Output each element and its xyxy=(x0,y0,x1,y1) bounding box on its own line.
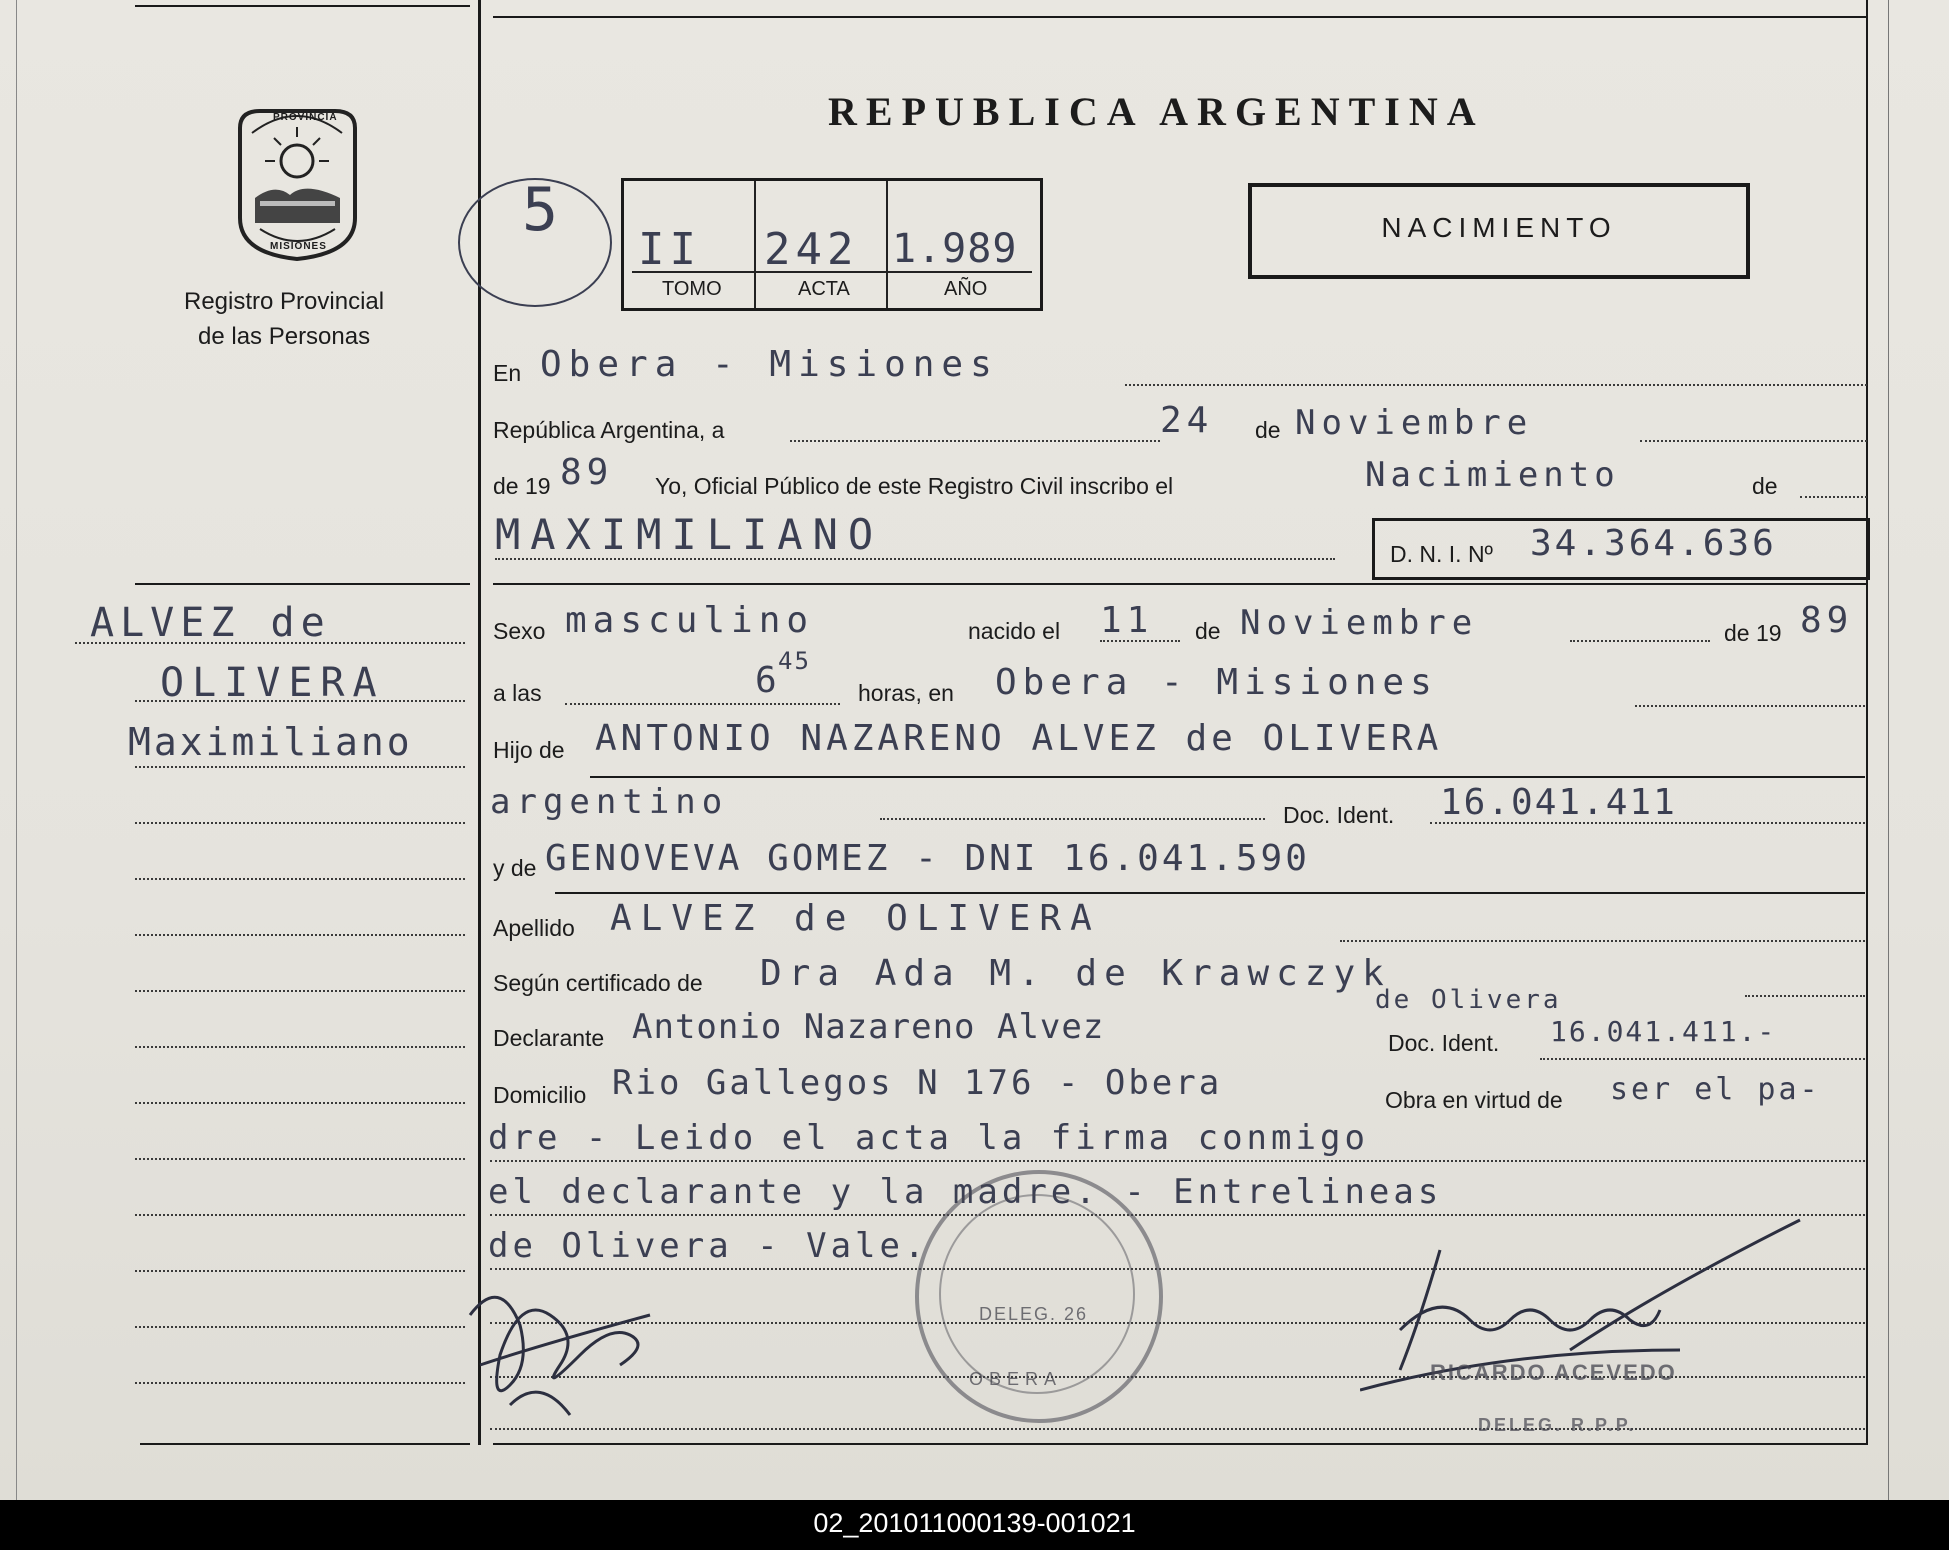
republica-label: República Argentina, a xyxy=(493,417,725,443)
act-type-value: Nacimiento xyxy=(1365,455,1620,495)
birth-day: 11 xyxy=(1100,600,1154,641)
sexo-value: masculino xyxy=(565,600,815,641)
a-las-label: a las xyxy=(493,680,542,706)
yo-text: Yo, Oficial Público de este Registro Civil inscribo el xyxy=(655,473,1174,499)
provincial-coat-of-arms-icon xyxy=(230,103,365,263)
stamp-city: OBERA xyxy=(969,1369,1063,1389)
father-underline xyxy=(590,776,1865,778)
birth-place-dots xyxy=(1635,705,1865,707)
registration-day: 24 xyxy=(1160,400,1214,441)
tomo-label: TOMO xyxy=(662,278,722,300)
domicilio-value: Rio Gallegos N 176 - Obera xyxy=(612,1063,1223,1103)
registration-month: Noviembre xyxy=(1295,403,1534,443)
obra-label: Obra en virtud de xyxy=(1385,1087,1563,1113)
father-name: ANTONIO NAZARENO ALVEZ de OLIVERA xyxy=(595,718,1443,759)
registry-name-line1: Registro Provincial xyxy=(184,288,385,315)
provincial-seal xyxy=(230,103,365,263)
nationality-dots xyxy=(880,818,1265,820)
year-prefix: de 19 xyxy=(493,473,551,499)
margin-given-name: Maximiliano xyxy=(128,720,413,764)
margin-dots-7 xyxy=(135,990,465,992)
notes-line-2: el declarante y la madre. - Entrelineas xyxy=(488,1172,1443,1212)
y-de-label: y de xyxy=(493,855,537,881)
right-divider xyxy=(1866,0,1868,1445)
document-type-box xyxy=(1248,183,1750,279)
declarante-value: Antonio Nazareno Alvez xyxy=(632,1007,1105,1047)
notes-dots-6 xyxy=(490,1428,1865,1430)
registration-year: 89 xyxy=(560,452,614,493)
top-rule-left xyxy=(135,5,470,7)
certificado-value: Dra Ada M. de Krawczyk xyxy=(760,953,1391,994)
notes-line-3: de Olivera - Vale. xyxy=(488,1226,929,1266)
act-de-label: de xyxy=(1752,473,1778,499)
act-dotted-line xyxy=(1800,496,1867,498)
en-value: Obera - Misiones xyxy=(540,344,999,385)
birth-month-dots xyxy=(1570,640,1710,642)
official-name-stamp: RICARDO ACEVEDO xyxy=(1430,1360,1677,1385)
hijo-label: Hijo de xyxy=(493,737,565,763)
month-de-label: de xyxy=(1255,417,1281,443)
apellido-dots xyxy=(1340,940,1865,942)
horas-label: horas, en xyxy=(858,680,954,706)
dni-value: 34.364.636 xyxy=(1530,523,1777,564)
scan-id-bar xyxy=(0,1500,1949,1550)
en-label: En xyxy=(493,360,522,386)
form-top-rule xyxy=(493,583,1868,585)
margin-dots-9 xyxy=(135,1102,465,1104)
scan-image-id: 02_201011000139-001021 xyxy=(813,1508,1136,1538)
registry-name-line2: de las Personas xyxy=(198,323,371,350)
mother-underline xyxy=(555,892,1865,894)
child-name: MAXIMILIANO xyxy=(495,510,884,559)
father-doc-label: Doc. Ident. xyxy=(1283,802,1395,828)
anio-label: AÑO xyxy=(944,278,988,300)
dni-box xyxy=(1372,518,1870,580)
official-title-stamp: DELEG. R.P.P. xyxy=(1478,1415,1637,1435)
certificado-label: Según certificado de xyxy=(493,970,703,996)
seal-bottom-text: MISIONES xyxy=(270,241,327,252)
father-doc-dots xyxy=(1430,822,1865,824)
declarant-signature xyxy=(450,1255,670,1425)
margin-dots-6 xyxy=(135,934,465,936)
margin-dots-5 xyxy=(135,878,465,880)
birth-month-de-label: de xyxy=(1195,618,1221,644)
country-title: REPUBLICA ARGENTINA xyxy=(828,89,1485,134)
sexo-label: Sexo xyxy=(493,618,546,644)
far-right-edge xyxy=(1888,0,1889,1500)
birth-day-dots xyxy=(1100,640,1180,642)
margin-surname-line1: ALVEZ de xyxy=(90,600,331,646)
margin-dots-14 xyxy=(135,1382,465,1384)
margin-dots-8 xyxy=(135,1046,465,1048)
obra-value: ser el pa- xyxy=(1610,1072,1821,1107)
domicilio-label: Domicilio xyxy=(493,1082,587,1108)
dni-label: D. N. I. Nº xyxy=(1390,541,1493,567)
margin-dots-2 xyxy=(135,700,465,702)
acta-label: ACTA xyxy=(798,278,850,300)
en-dotted-line xyxy=(1125,384,1867,386)
seal-top-text: PROVINCIA xyxy=(273,112,338,123)
nacido-label: nacido el xyxy=(968,618,1061,644)
birth-minutes: 45 xyxy=(778,647,811,675)
month-dotted-line xyxy=(1640,440,1867,442)
father-nationality: argentino xyxy=(490,782,729,822)
margin-dots-4 xyxy=(135,822,465,824)
margin-dots-13 xyxy=(135,1326,465,1328)
form-bottom-rule xyxy=(493,1443,1868,1445)
top-rule-right xyxy=(493,16,1868,18)
margin-dots-10 xyxy=(135,1158,465,1160)
page-left-edge xyxy=(16,0,17,1500)
republica-dotted-line xyxy=(790,440,1160,442)
margin-surname-line2: OLIVERA xyxy=(160,660,385,706)
margin-top-rule xyxy=(135,583,470,585)
tomo-value: II xyxy=(638,224,701,275)
stamp-delegation: DELEG. 26 xyxy=(979,1304,1089,1324)
father-doc-number: 16.041.411 xyxy=(1440,782,1677,823)
declarante-doc-label: Doc. Ident. xyxy=(1388,1030,1500,1056)
apellido-label: Apellido xyxy=(493,915,575,941)
declarante-interlineation: de Olivera xyxy=(1375,985,1562,1015)
acta-value: 242 xyxy=(764,224,859,275)
birth-month: Noviembre xyxy=(1240,603,1479,643)
birth-year: 89 xyxy=(1800,600,1854,641)
notes-line-1: dre - Leido el acta la firma conmigo xyxy=(488,1118,1369,1158)
margin-bottom-rule xyxy=(140,1443,470,1445)
hour-dots xyxy=(565,703,840,705)
apellido-value: ALVEZ de OLIVERA xyxy=(610,898,1101,939)
margin-dots-1 xyxy=(75,642,465,644)
notes-dots-1 xyxy=(490,1160,1865,1162)
circled-mark-number: 5 xyxy=(522,175,564,245)
name-dotted-line xyxy=(495,558,1335,560)
declarante-label: Declarante xyxy=(493,1025,605,1051)
birth-place: Obera - Misiones xyxy=(995,662,1438,703)
margin-dots-11 xyxy=(135,1214,465,1216)
declarante-doc-dots xyxy=(1540,1058,1865,1060)
official-round-stamp xyxy=(915,1170,1163,1423)
declarante-doc-number: 16.041.411.- xyxy=(1550,1015,1777,1048)
margin-dots-12 xyxy=(135,1270,465,1272)
mother-name: GENOVEVA GOMEZ - DNI 16.041.590 xyxy=(545,838,1310,879)
anio-value: 1.989 xyxy=(892,226,1018,272)
birth-year-prefix: de 19 xyxy=(1724,620,1782,646)
document-type-label: NACIMIENTO xyxy=(1381,212,1617,243)
margin-dots-3 xyxy=(135,766,465,768)
birth-hour: 6 xyxy=(755,660,782,701)
certificado-dots xyxy=(1745,995,1865,997)
record-number-table xyxy=(621,178,1043,311)
